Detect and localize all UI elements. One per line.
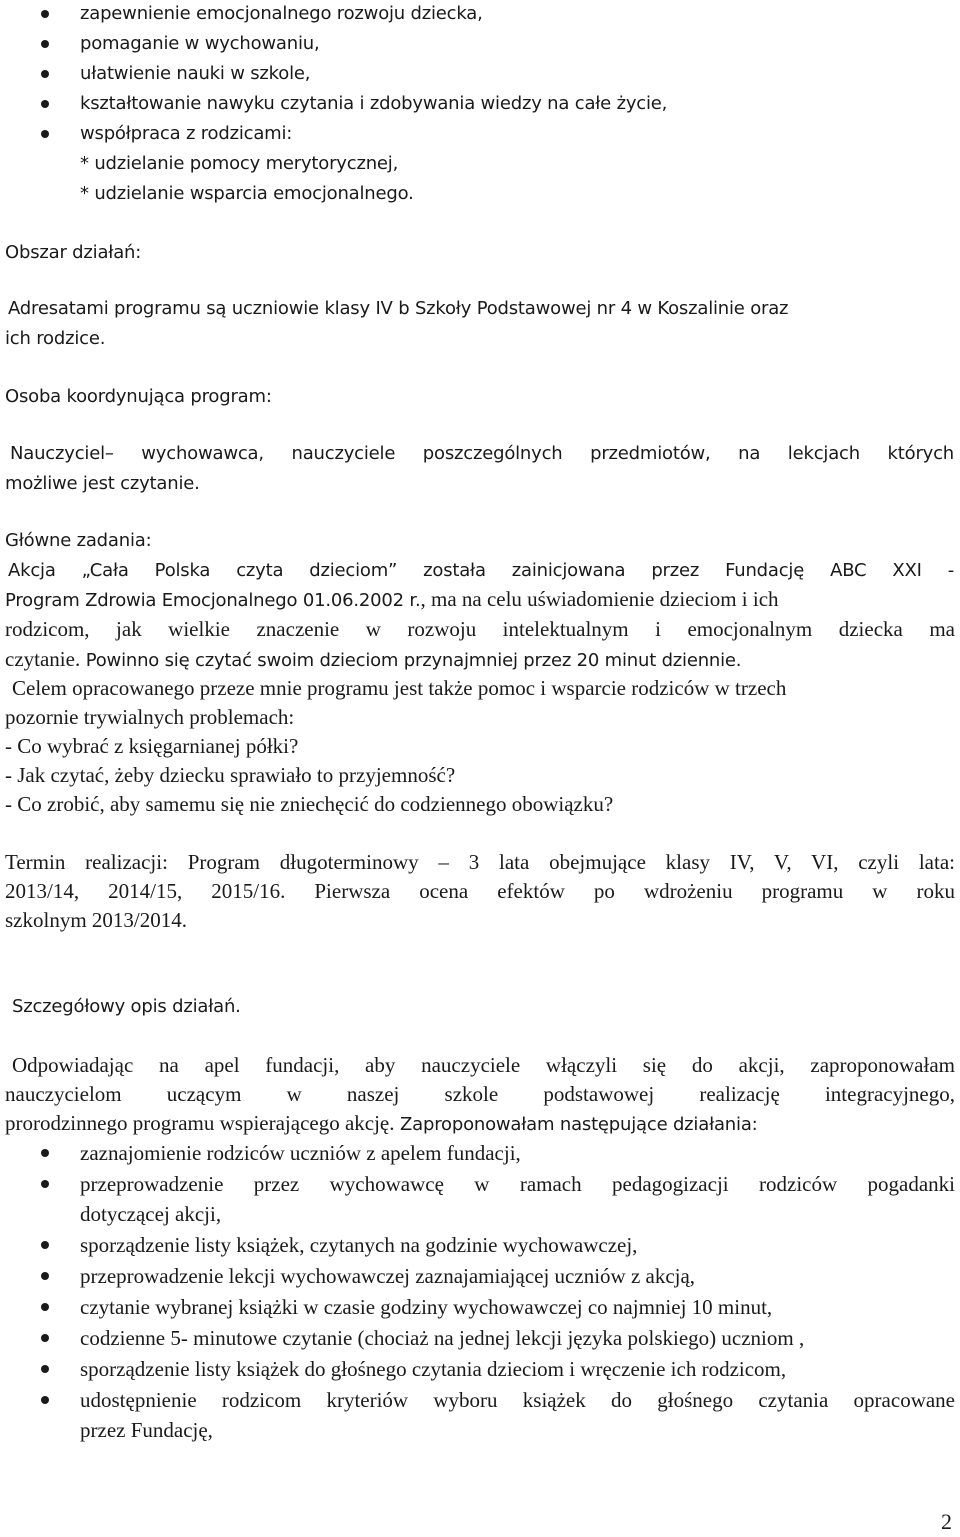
list-item-continuation: dotyczącej akcji, (80, 1202, 222, 1226)
bullet-marker (41, 1303, 49, 1311)
list-item: ułatwienie nauki w szkole, (80, 63, 311, 84)
bullet-marker (41, 1334, 49, 1342)
bullet-marker (41, 1149, 49, 1157)
list-item: zaznajomienie rodziców uczniów z apelem fundacji, (80, 1141, 521, 1165)
sub-item: * udzielanie wsparcia emocjonalnego. (80, 183, 414, 204)
paragraph-line: Nauczyciel– wychowawca, nauczyciele poszczególnych przedmiotów, na lekcjach których (10, 443, 954, 464)
question-line: - Jak czytać, żeby dziecku sprawiało to przyjemność? (5, 763, 456, 787)
list-item: udostępnienie rodzicom kryteriów wyboru książek do głośnego czytania opracowane (80, 1388, 955, 1412)
list-item: codzienne 5- minutowe czytanie (chociaż na jednej lekcji języka polskiego) uczniom , (80, 1326, 805, 1350)
paragraph-line: ich rodzice. (5, 328, 106, 349)
paragraph-line: Termin realizacji: Program długoterminowy – 3 lata obejmujące klasy IV, V, VI, czyli lata: (5, 850, 955, 874)
section-heading-osoba: Osoba koordynująca program: (5, 386, 272, 407)
bullet-marker (41, 40, 49, 48)
text-fragment: czytanie. (5, 647, 81, 671)
section-heading-szczegolowy: Szczegółowy opis działań. (12, 996, 241, 1017)
paragraph-line: Odpowiadając na apel fundacji, aby nauczyciele włączyli się do akcji, zaproponowałam (12, 1053, 955, 1077)
paragraph-line: pozornie trywialnych problemach: (5, 705, 295, 729)
paragraph-line: Adresatami programu są uczniowie klasy IV b Szkoły Podstawowej nr 4 w Koszalinie oraz (8, 298, 789, 319)
bullet-marker (41, 10, 49, 18)
list-item: sporządzenie listy książek, czytanych na godzinie wychowawczej, (80, 1233, 638, 1257)
bullet-marker (41, 70, 49, 78)
bullet-marker (41, 1180, 49, 1188)
text-fragment: Zaproponowałam następujące działania: (394, 1114, 758, 1135)
text-fragment: prorodzinnego programu wspierającego akcję. (5, 1111, 395, 1135)
paragraph-line: Celem opracowanego przeze mnie programu jest także pomoc i wsparcie rodziców w trzech (12, 676, 787, 700)
list-item: kształtowanie nawyku czytania i zdobywania wiedzy na całe życie, (80, 93, 668, 114)
section-heading-obszar: Obszar działań: (5, 242, 142, 263)
question-line: - Co wybrać z księgarnianej półki? (5, 734, 299, 758)
list-item: przeprowadzenie lekcji wychowawczej zaznajamiającej uczniów z akcją, (80, 1264, 696, 1288)
paragraph-line: możliwe jest czytanie. (5, 473, 200, 494)
text-fragment: Powinno się czytać swoim dzieciom przynajmniej przez 20 minut dziennie. (80, 650, 742, 671)
question-line: - Co zrobić, aby samemu się nie zniechęcić do codziennego obowiązku? (5, 792, 614, 816)
paragraph-line (5, 646, 741, 674)
bullet-marker (41, 100, 49, 108)
paragraph-line (5, 1110, 758, 1138)
list-item: sporządzenie listy książek do głośnego czytania dzieciom i wręczenie ich rodzicom, (80, 1357, 787, 1381)
list-item: współpraca z rodzicami: (80, 123, 293, 144)
section-heading-glowne: Główne zadania: (5, 530, 152, 551)
bullet-marker (41, 130, 49, 138)
list-item-continuation: przez Fundację, (80, 1418, 213, 1442)
paragraph-line: nauczycielom uczącym w naszej szkole podstawowej realizację integracyjnego, (5, 1082, 955, 1106)
paragraph-line (5, 586, 779, 614)
bullet-marker (41, 1241, 49, 1249)
bullet-marker (41, 1396, 49, 1404)
sub-item: * udzielanie pomocy merytorycznej, (80, 153, 399, 174)
text-fragment: , ma na celu uświadomienie dzieciom i ich (420, 587, 779, 611)
list-item: pomaganie w wychowaniu, (80, 33, 320, 54)
paragraph-line: 2013/14, 2014/15, 2015/16. Pierwsza ocena efektów po wdrożeniu programu w roku (5, 879, 955, 903)
bullet-marker (41, 1365, 49, 1373)
page-number: 2 (941, 1509, 952, 1534)
paragraph-line: szkolnym 2013/2014. (5, 908, 187, 932)
bullet-marker (41, 1272, 49, 1280)
list-item: przeprowadzenie przez wychowawcę w ramach pedagogizacji rodziców pogadanki (80, 1172, 955, 1196)
list-item: zapewnienie emocjonalnego rozwoju dziecka, (80, 3, 483, 24)
text-fragment: Program Zdrowia Emocjonalnego 01.06.2002 r. (5, 590, 421, 611)
list-item: czytanie wybranej książki w czasie godziny wychowawczej co najmniej 10 minut, (80, 1295, 773, 1319)
paragraph-line: rodzicom, jak wielkie znaczenie w rozwoju intelektualnym i emocjonalnym dziecka ma (5, 617, 955, 641)
paragraph-line: Akcja „Cała Polska czyta dzieciom” została zainicjowana przez Fundację ABC XXI - (8, 560, 954, 581)
